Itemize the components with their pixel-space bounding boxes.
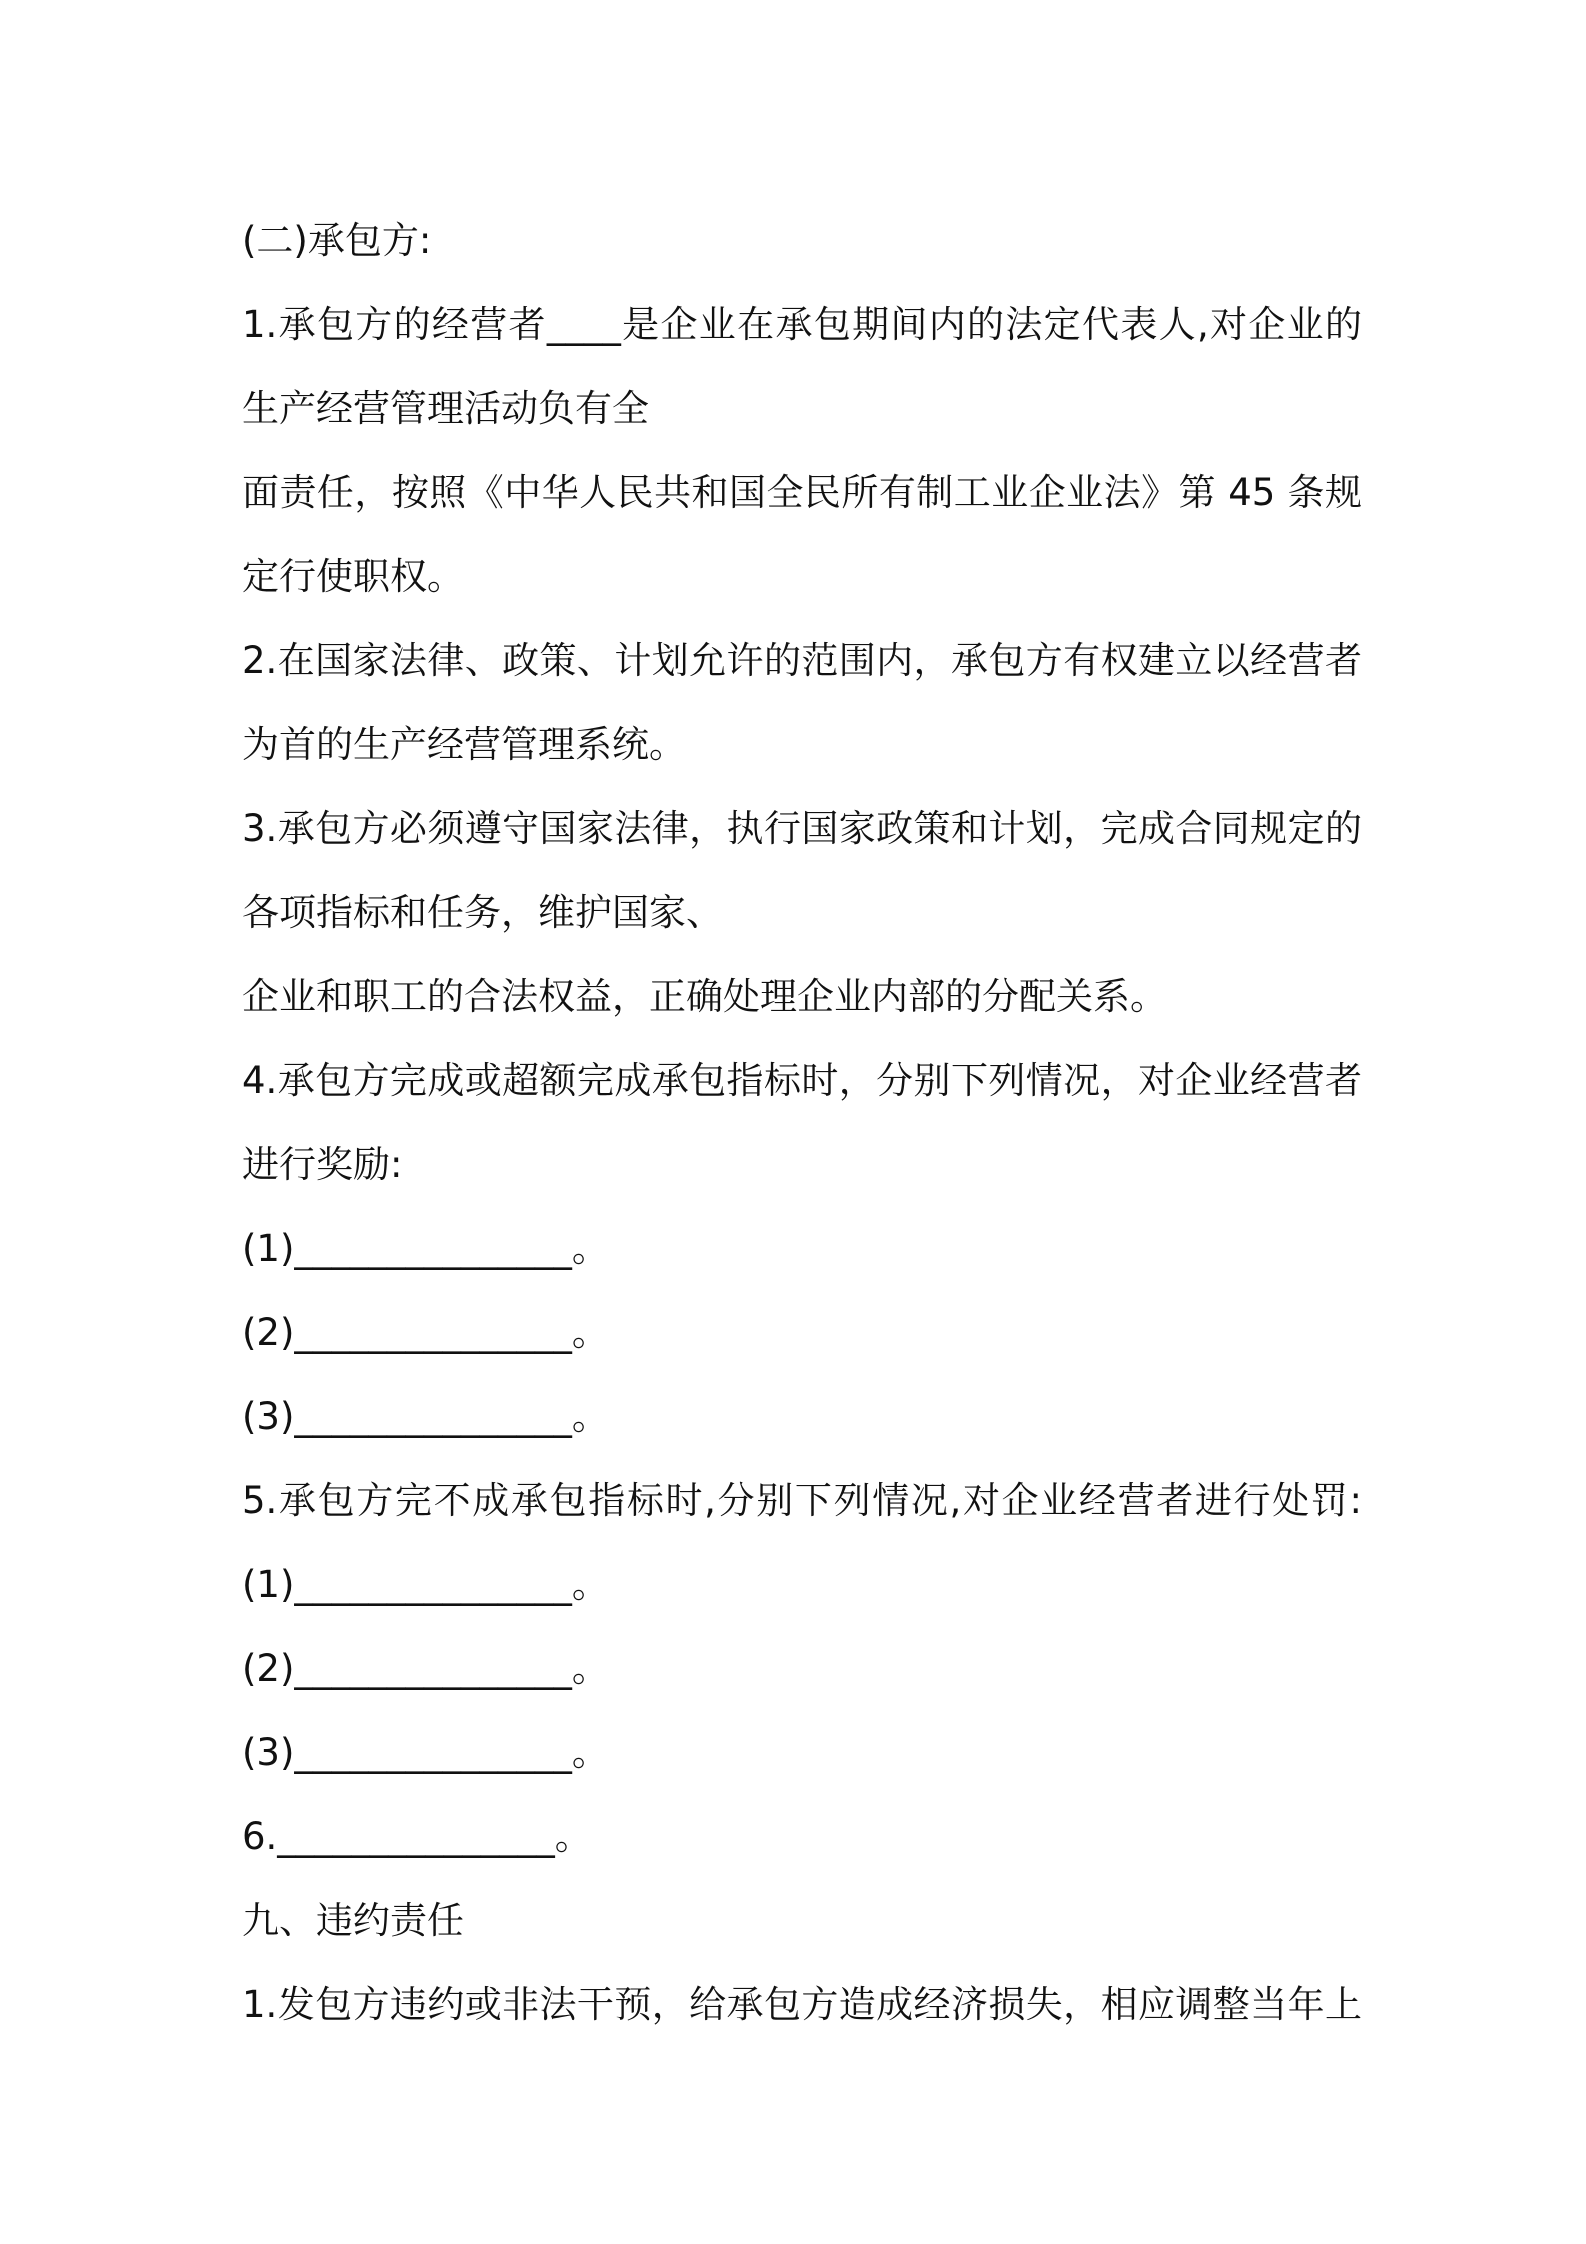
paragraph-line: 生产经营管理活动负有全 — [242, 387, 649, 430]
paragraph-line: 为首的生产经营管理系统。 — [242, 723, 686, 766]
section-heading-liability: 九、违约责任 — [242, 1899, 464, 1942]
paragraph-line: 4.承包方完成或超额完成承包指标时，分别下列情况，对企业经营者 — [242, 1059, 1362, 1102]
paragraph-line: 3.承包方必须遵守国家法律，执行国家政策和计划，完成合同规定的 — [242, 807, 1362, 850]
blank-list-item: (2)_______________。 — [242, 1647, 609, 1690]
paragraph-line: 5.承包方完不成承包指标时,分别下列情况,对企业经营者进行处罚: — [242, 1479, 1362, 1522]
paragraph-line: 面责任，按照《中华人民共和国全民所有制工业企业法》第 45 条规 — [242, 471, 1362, 514]
blank-list-item: (2)_______________。 — [242, 1311, 609, 1354]
blank-list-item: (3)_______________。 — [242, 1395, 609, 1438]
paragraph-line: 2.在国家法律、政策、计划允许的范围内，承包方有权建立以经营者 — [242, 639, 1362, 682]
paragraph-line: 定行使职权。 — [242, 555, 464, 598]
document-body — [242, 199, 1362, 2047]
paragraph-line: 各项指标和任务，维护国家、 — [242, 891, 723, 934]
paragraph-line: 1.承包方的经营者____是企业在承包期间内的法定代表人,对企业的 — [242, 303, 1362, 346]
blank-list-item: (3)_______________。 — [242, 1731, 609, 1774]
paragraph-line: 1.发包方违约或非法干预，给承包方造成经济损失，相应调整当年上 — [242, 1983, 1362, 2026]
blank-list-item: 6._______________。 — [242, 1815, 592, 1858]
paragraph-line: 进行奖励: — [242, 1143, 403, 1186]
paragraph-line: 企业和职工的合法权益，正确处理企业内部的分配关系。 — [242, 975, 1167, 1018]
blank-list-item: (1)_______________。 — [242, 1227, 609, 1270]
section-heading-contractor: (二)承包方: — [242, 219, 432, 262]
blank-list-item: (1)_______________。 — [242, 1563, 609, 1606]
